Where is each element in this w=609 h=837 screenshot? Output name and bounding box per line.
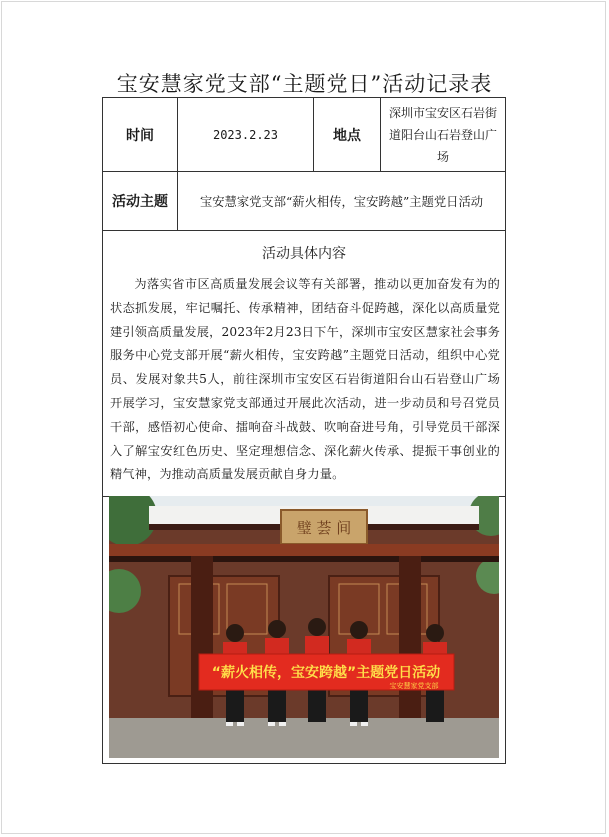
content-heading: 活动具体内容 <box>262 246 346 262</box>
activity-photo-illustration <box>109 496 499 758</box>
time-value: 2023.2.23 <box>212 127 279 142</box>
plaque-text: 璧 荟 间 <box>296 519 352 537</box>
topic-label: 活动主题 <box>112 194 168 210</box>
document-title: 宝安慧家党支部“主题党日”活动记录表 <box>116 72 493 96</box>
place-label: 地点 <box>333 127 361 144</box>
place-value: 深圳市宝安区石岩街道阳台山石岩登山广场 <box>388 105 497 164</box>
row-divider <box>103 230 505 231</box>
banner-text: “薪火相传，宝安跨越”主题党日活动 <box>211 665 441 681</box>
content-paragraph: 为落实省市区高质量发展会议等有关部署，推动以更加奋发有为的状态抓发展，牢记嘱托、传承精神，团结奋斗促跨越，深化以高质量党建引领高质量发展，2023年2月23日下午，深圳市宝安区慧家社会事务服务中心党支部开展“薪火相传，宝安跨越”主题党日活动，组织中心党员、发展对象共5人，前往深圳市宝安区石岩街道阳台山石岩登山广场开展学习，宝安慧家党支部通过开展此次活动，进一步动员和号召党员干部，感悟初心使命、擂响奋斗战鼓、吹响奋进号角，引导党员干部深入了解宝安红色历史、坚定理想信念、深化薪火传承、提振干事创业的精气神，为推动高质量发展贡献自身力量。 <box>110 277 500 482</box>
activity-photo <box>109 496 499 758</box>
banner-org: 宝安慧家党支部 <box>389 682 439 690</box>
time-label: 时间 <box>126 127 154 144</box>
topic-value: 宝安慧家党支部“薪火相传，宝安跨越”主题党日活动 <box>199 195 484 209</box>
record-table <box>102 97 506 764</box>
